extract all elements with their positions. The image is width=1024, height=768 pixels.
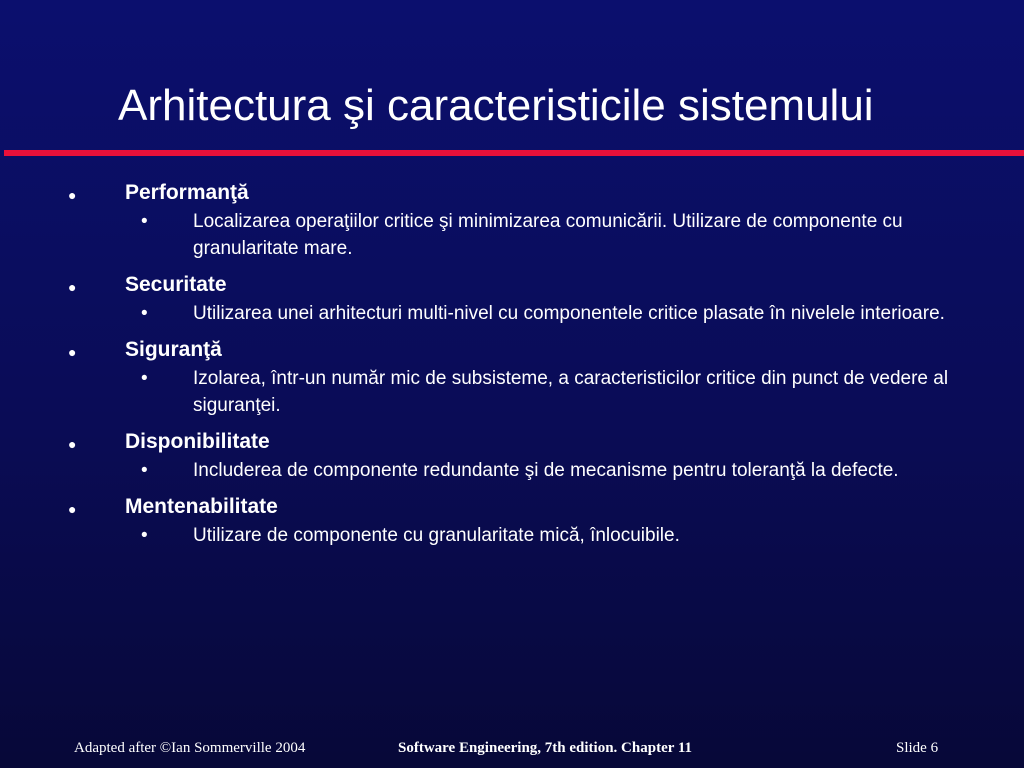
list-item bbox=[0, 335, 1024, 419]
list-item bbox=[0, 178, 1024, 262]
item-detail bbox=[0, 365, 1024, 419]
item-detail-text: Izolarea, într-un număr mic de subsisteme, a caracteristicilor critice din punct de vedere al siguranţei. bbox=[193, 368, 949, 416]
item-detail bbox=[0, 522, 1024, 549]
item-detail bbox=[0, 208, 1024, 262]
bullet-dot-icon: ● bbox=[68, 436, 77, 452]
item-heading: Securitate bbox=[125, 273, 227, 296]
sub-bullet-icon: • bbox=[141, 460, 148, 481]
title-divider bbox=[4, 150, 1024, 156]
footer-attribution: Adapted after ©Ian Sommerville 2004 bbox=[74, 740, 306, 756]
item-detail bbox=[0, 300, 1024, 327]
item-heading: Mentenabilitate bbox=[125, 495, 278, 518]
bullet-dot-icon: ● bbox=[68, 279, 77, 295]
list-item bbox=[0, 492, 1024, 549]
sub-bullet-icon: • bbox=[141, 525, 148, 546]
item-detail-text: Utilizare de componente cu granularitate mică, înlocuibile. bbox=[193, 525, 680, 546]
item-heading: Siguranţă bbox=[125, 338, 222, 361]
bullet-dot-icon: ● bbox=[68, 501, 77, 517]
item-heading: Performanţă bbox=[125, 181, 249, 204]
bullet-list bbox=[0, 178, 1024, 557]
item-detail-text: Utilizarea unei arhitecturi multi-nivel cu componentele critice plasate în nivelele interioare. bbox=[193, 303, 945, 324]
sub-bullet-icon: • bbox=[141, 368, 148, 389]
item-detail bbox=[0, 457, 1024, 484]
sub-bullet-icon: • bbox=[141, 211, 148, 232]
slide-title: Arhitectura şi caracteristicile sistemului bbox=[118, 81, 874, 130]
list-item bbox=[0, 270, 1024, 327]
footer-book-title: Software Engineering, 7th edition. Chapter 11 bbox=[398, 740, 693, 756]
bullet-dot-icon: ● bbox=[68, 344, 77, 360]
bullet-dot-icon: ● bbox=[68, 187, 77, 203]
slide-number: Slide 6 bbox=[896, 740, 939, 756]
item-detail-text: Includerea de componente redundante şi de mecanisme pentru toleranţă la defecte. bbox=[193, 460, 899, 481]
item-heading: Disponibilitate bbox=[125, 430, 270, 453]
sub-bullet-icon: • bbox=[141, 303, 148, 324]
item-detail-text: Localizarea operaţiilor critice şi minimizarea comunicării. Utilizare de componente cu granularitate mare. bbox=[193, 211, 903, 259]
list-item bbox=[0, 427, 1024, 484]
